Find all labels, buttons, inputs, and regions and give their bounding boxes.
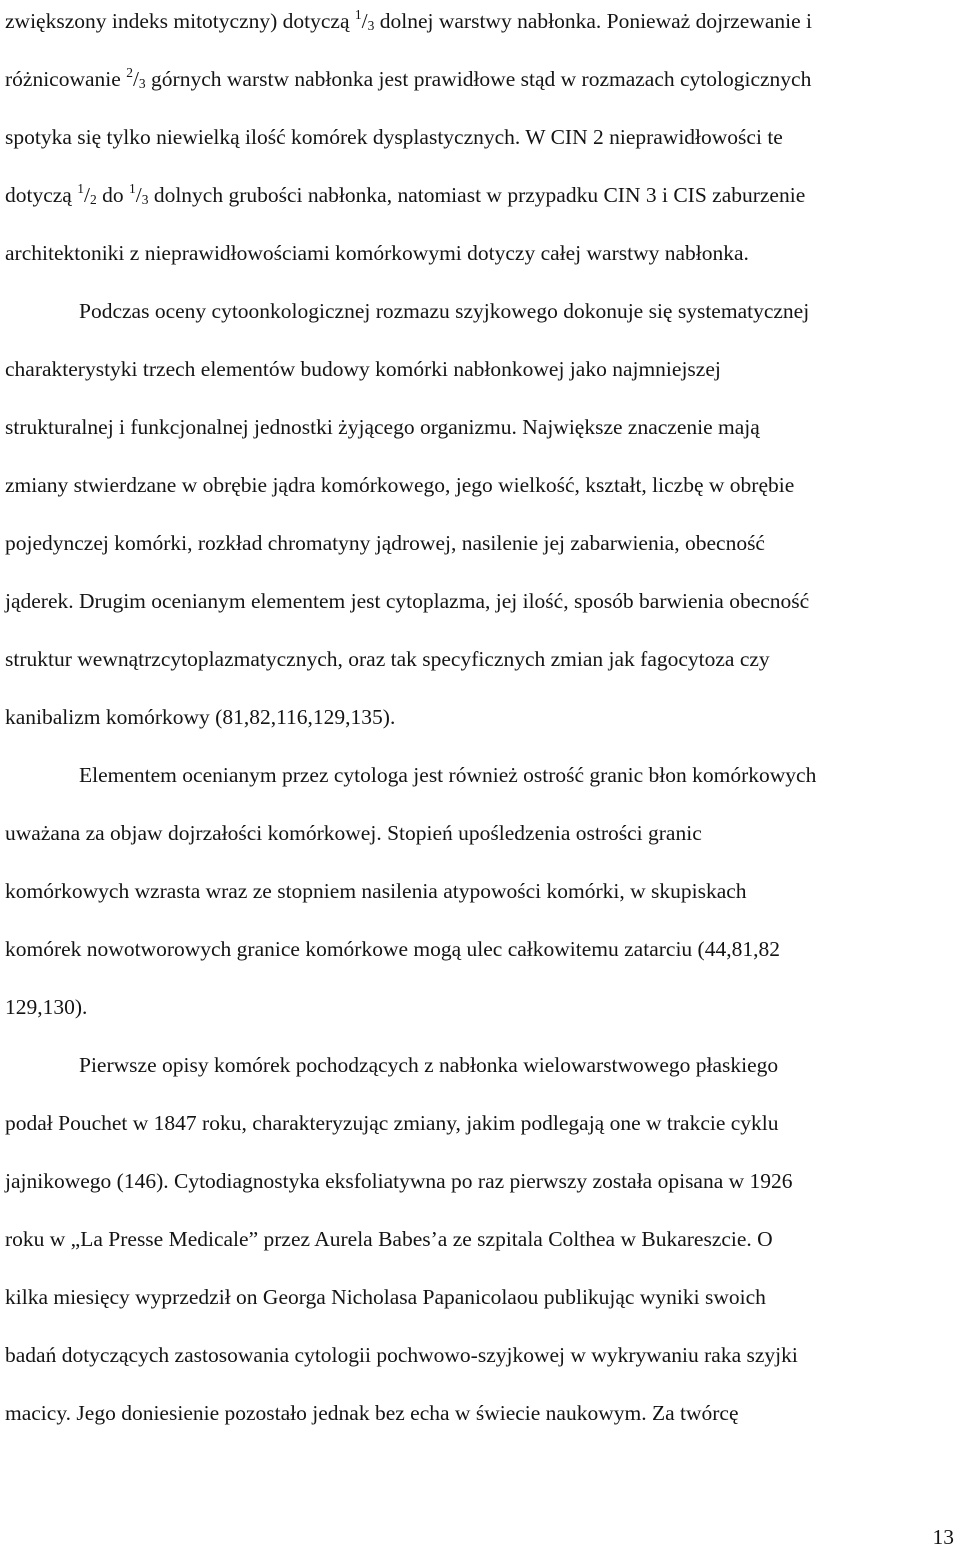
text-line	[79, 298, 809, 324]
text-run: górnych warstw nabłonka jest prawidłowe stąd w rozmazach cytologicznych	[145, 67, 812, 91]
text-line	[5, 588, 809, 614]
text-run: 129,130).	[5, 995, 88, 1019]
text-line	[5, 356, 721, 382]
text-run: dolnej warstwy nabłonka. Ponieważ dojrzewanie i	[374, 9, 812, 33]
text-run: zmiany stwierdzane w obrębie jądra komórkowego, jego wielkość, kształt, liczbę w obrębie	[5, 473, 795, 497]
text-line	[5, 1284, 766, 1310]
fraction-numerator: 1	[77, 181, 84, 196]
text-line	[5, 240, 749, 266]
text-run: jąderek. Drugim ocenianym elementem jest cytoplazma, jej ilość, sposób barwienia obecność	[5, 589, 810, 613]
text-run: roku w „La Presse Medicale” przez Aurela Babes’a ze szpitala Colthea w Bukareszcie. O	[5, 1227, 773, 1251]
page-number: 13	[932, 1525, 954, 1549]
text-run: Elementem ocenianym przez cytologa jest również ostrość granic błon komórkowych	[79, 763, 817, 787]
text-run: /	[83, 183, 90, 207]
text-run: dolnych grubości nabłonka, natomiast w przypadku CIN 3 i CIS zaburzenie	[148, 183, 806, 207]
text-run: charakterystyki trzech elementów budowy komórki nabłonkowej jako najmniejszej	[5, 357, 721, 381]
text-line	[5, 1226, 773, 1252]
text-run: podał Pouchet w 1847 roku, charakteryzując zmiany, jakim podlegają one w trakcie cyklu	[5, 1111, 779, 1135]
text-run: uważana za objaw dojrzałości komórkowej. Stopień upośledzenia ostrości granic	[5, 821, 702, 845]
text-run: kanibalizm komórkowy (81,82,116,129,135).	[5, 705, 396, 729]
text-run: macicy. Jego doniesienie pozostało jednak bez echa w świecie naukowym. Za twórcę	[5, 1401, 739, 1425]
text-run: /	[135, 183, 142, 207]
fraction-denominator: 2	[89, 192, 97, 207]
text-line	[5, 878, 747, 904]
text-run: badań dotyczących zastosowania cytologii pochwowo-szyjkowej w wykrywaniu raka szyjki	[5, 1343, 798, 1367]
text-line	[5, 820, 702, 846]
text-line	[5, 1400, 739, 1426]
text-run: spotyka się tylko niewielką ilość komórek dysplastycznych. W CIN 2 nieprawidłowości te	[5, 125, 783, 149]
text-run: do	[96, 183, 129, 207]
fraction-numerator: 2	[126, 65, 133, 80]
text-line	[5, 646, 770, 672]
text-run: pojedynczej komórki, rozkład chromatyny jądrowej, nasilenie jej zabarwienia, obecność	[5, 531, 765, 555]
text-run: /	[361, 9, 368, 33]
text-line	[5, 704, 395, 730]
text-run: Podczas oceny cytoonkologicznej rozmazu szyjkowego dokonuje się systematycznej	[79, 299, 810, 323]
fraction-numerator: 1	[354, 7, 362, 22]
text-line	[5, 1110, 779, 1136]
fraction-denominator: 3	[141, 192, 149, 207]
text-line	[5, 8, 812, 34]
text-run: struktur wewnątrzcytoplazmatycznych, oraz tak specyficznych zmian jak fagocytoza czy	[5, 647, 770, 671]
fraction-numerator: 1	[128, 181, 136, 196]
text-run: kilka miesięcy wyprzedził on Georga Nicholasa Papanicolaou publikując wyniki swoich	[5, 1285, 766, 1309]
text-run: różnicowanie	[5, 67, 127, 91]
text-line	[5, 994, 87, 1020]
text-run: /	[132, 67, 139, 91]
text-run: komórek nowotworowych granice komórkowe mogą ulec całkowitemu zatarciu (44,81,82	[5, 937, 780, 961]
text-run: dotyczą	[5, 183, 78, 207]
text-line	[5, 530, 765, 556]
text-run: zwiększony indeks mitotyczny) dotyczą	[5, 9, 355, 33]
text-line	[5, 182, 805, 208]
text-run: komórkowych wzrasta wraz ze stopniem nasilenia atypowości komórki, w skupiskach	[5, 879, 747, 903]
text-line	[5, 414, 760, 440]
text-line	[5, 1168, 793, 1194]
text-line	[5, 1342, 798, 1368]
text-run: Pierwsze opisy komórek pochodzących z nabłonka wielowarstwowego płaskiego	[79, 1053, 779, 1077]
text-line	[5, 66, 811, 92]
text-line	[5, 124, 783, 150]
text-run: jajnikowego (146). Cytodiagnostyka eksfoliatywna po raz pierwszy została opisana w 1926	[5, 1169, 793, 1193]
text-run: architektoniki z nieprawidłowościami komórkowymi dotyczy całej warstwy nabłonka.	[5, 241, 749, 265]
fraction-denominator: 3	[138, 76, 146, 91]
text-line	[79, 1052, 778, 1078]
fraction-denominator: 3	[367, 18, 375, 33]
text-line	[5, 936, 780, 962]
text-line	[5, 472, 794, 498]
text-run: strukturalnej i funkcjonalnej jednostki żyjącego organizmu. Największe znaczenie mają	[5, 415, 760, 439]
text-line	[79, 762, 816, 788]
